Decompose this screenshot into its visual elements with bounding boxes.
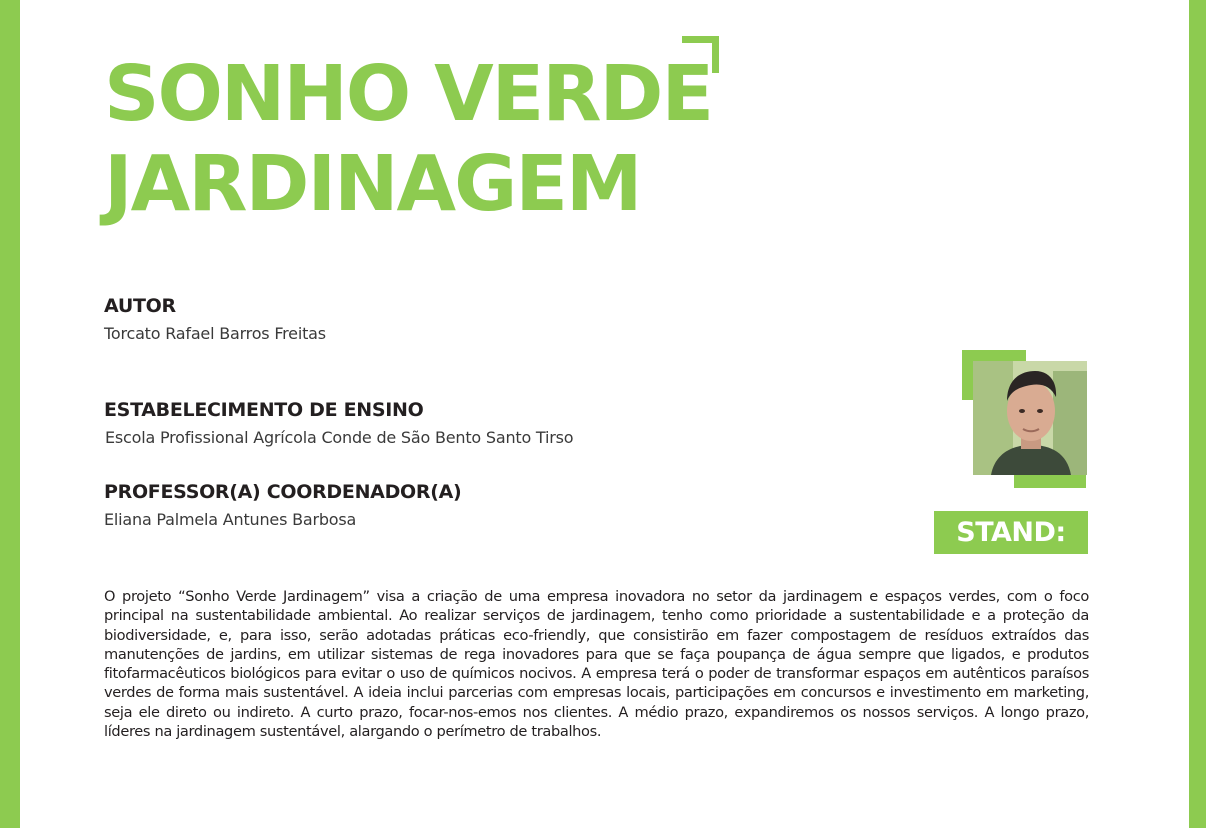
coordinator-label: PROFESSOR(A) COORDENADOR(A): [104, 481, 462, 503]
title-corner-bracket: [682, 36, 719, 73]
coordinator-name: Eliana Palmela Antunes Barbosa: [104, 510, 357, 529]
right-accent-bar: [1189, 0, 1206, 828]
project-title: [104, 50, 712, 230]
author-name: Torcato Rafael Barros Freitas: [104, 324, 326, 343]
author-photo: [973, 361, 1087, 475]
project-title-line-2: JARDINAGEM: [104, 140, 641, 229]
project-title-line-1: SONHO VERDE: [104, 50, 713, 139]
author-portrait-illustration: [973, 361, 1087, 475]
project-description: O projeto “Sonho Verde Jardinagem” visa a criação de uma empresa inovadora no setor da jardinagem e espaços verdes, com o foco principal na sustentabilidade ambiental. Ao realizar serviços de jardinagem, tenho como prioridade a sustentabilidade e a proteção da biodiversidade, e, para isso, serão adotadas práticas eco-friendly, que consistirão em fazer compostagem de resíduos extraídos das manutenções de jardins, em utilizar sistemas de rega inovadores para que se faça poupança de água sempre que ligados, e produtos fitofarmacêuticos biológicos para evitar o uso de químicos nocivos. A empresa terá o poder de transformar espaços em autênticos paraísos verdes de forma mais sustentável. A ideia inclui parcerias com empresas locais, participações em concursos e investimento em marketing, seja ele direto ou indireto. A curto prazo, focar-nos-emos nos clientes. A médio prazo, expandiremos os nossos serviços. A longo prazo, líderes na jardinagem sustentável, alargando o perímetro de trabalhos.: [104, 588, 1089, 741]
school-name: Escola Profissional Agrícola Conde de São Bento Santo Tirso: [105, 428, 574, 447]
left-accent-bar: [0, 0, 20, 828]
author-label: AUTOR: [104, 295, 176, 317]
stand-badge: STAND: 19: [934, 511, 1088, 554]
school-label: ESTABELECIMENTO DE ENSINO: [104, 399, 424, 421]
